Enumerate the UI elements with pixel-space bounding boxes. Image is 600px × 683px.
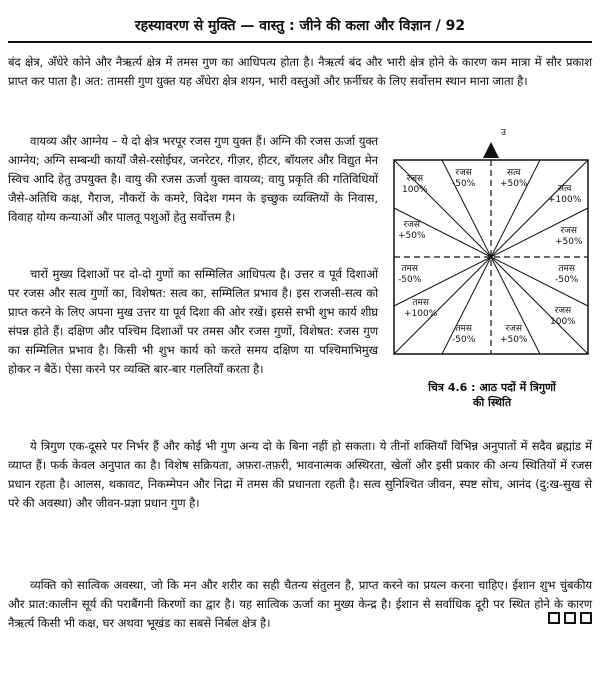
cell-left-upper: रजस +50%	[398, 220, 426, 241]
figure-caption	[392, 380, 592, 410]
cell-right-lower: तमस -50%	[555, 264, 579, 285]
caption-line-1: चित्र 4.6 : आठ पदों में त्रिगुणों	[428, 381, 556, 394]
paragraph-2: वायव्य और आग्नेय – ये दो क्षेत्र भरपूर रजस गुण युक्त हैं। अग्नि की रजस ऊर्जा युक्त आग्नेय; अग्नि सम्बन्धी कार्यों जैसे-रसोईघर, जनरेटर, गीज़र, हीटर, बॉयलर और विद्युत मेन स्विच आदि हेतु उपयुक्त है। वायु की रजस ऊर्जा युक्त वायव्य; वायु प्रकृति की गतिविधियों जैसे-अतिथि कक्ष, गैराज, नौकरों के कमरे, विदेश गमन के इच्छुक व्यक्तियों के निवास, विवाह योग्य कन्याओं और पालतू पशुओं हेतु सर्वोत्तम है।	[8, 134, 378, 224]
section-end-marks	[538, 612, 592, 626]
cell-top-mid-right: सत्व +50%	[500, 168, 528, 189]
north-label: उ	[501, 128, 506, 138]
cell-bottom-left: तमस +100%	[404, 298, 438, 319]
end-square-icon	[548, 612, 560, 624]
paragraph-5: व्यक्ति को सात्विक अवस्था, जो कि मन और शरीर का सही चैतन्य संतुलन है, प्राप्त करने का प्रयत्न करना चाहिए। ईशान शुभ चुंबकीय और प्रात:कालीन सूर्य की पराबैंगनी किरणों का द्वार है। यह सात्विक ऊर्जा का मुख्य केन्द्र है। ईशान से सर्वाधिक दूरी पर स्थित होने के कारण नैऋर्त्य किसी भी कक्ष, घर अथवा भूखंड का सबसे निर्बल क्षेत्र है।	[8, 578, 592, 630]
cell-top-mid-left: रजस -50%	[452, 168, 476, 189]
cell-bottom-mid-left: तमस -50%	[452, 324, 476, 345]
north-arrow-icon	[483, 142, 499, 158]
diagram-lines	[392, 128, 592, 378]
page-header: रहस्यावरण से मुक्ति — वास्तु : जीने की कला और विज्ञान / 92	[134, 18, 466, 34]
end-square-icon	[564, 612, 576, 624]
paragraph-3: चारों मुख्य दिशाओं पर दो-दो गुणों का सम्मिलित आधिपत्य है। उत्तर व पूर्व दिशाओं पर रजस और सत्व गुणों का, विशेषत: सत्व का, सम्मिलित प्रभाव है। इस राजसी-सत्व को प्राप्त करने के लिए अपना मुख उत्तर या पूर्व दिशा की ओर रखें। इससे सभी शुभ कार्य शीघ्र संपन्न होते हैं। दक्षिण और पश्चिम दिशाओं पर तमस और रजस गुणों, विशेषत: रजस गुण का सम्मिलित प्रभाव है। किसी भी शुभ कार्य को करते समय दक्षिण या पश्चिमाभिमुख होकर न बैठें। ऐसा करने पर व्यक्ति बार-बार गलतियाँ करता है।	[8, 267, 378, 376]
cell-right-upper: रजस +50%	[555, 226, 583, 247]
cell-top-right: सत्व +100%	[548, 184, 582, 205]
cell-bottom-mid-right: रजस +50%	[500, 324, 528, 345]
cell-top-left: रजस 100%	[402, 174, 428, 195]
header-rule	[8, 41, 592, 43]
cell-bottom-right: रजस 100%	[550, 306, 576, 327]
paragraph-1: बंद क्षेत्र, अँधेरे कोने और नैऋर्त्य क्षेत्र में तमस गुण का आधिपत्य होता है। नैऋर्त्य बंद और भारी क्षेत्र होने के कारण कम मात्रा में सौर प्रकाश प्राप्त कर पाता है। अत: तामसी गुण युक्त यह अँधेरा क्षेत्र शयन, भारी वस्तुओं और फ़र्नीचर के लिए सर्वोत्तम स्थान माना जाता है।	[8, 55, 592, 88]
paragraph-4: ये त्रिगुण एक-दूसरे पर निर्भर हैं और कोई भी गुण अन्य दो के बिना नहीं हो सकता। ये तीनों शक्तियाँ विभिन्न अनुपातों में सदैव ब्रह्मांड में व्याप्त हैं। फर्क केवल अनुपात का है। विशेष सक्रियता, अफ़रा-तफ़री, भावनात्मक अस्थिरता, खेलों और इसी प्रकार की अन्य स्थितियों में रजस प्रधान रहता है। आलस, थकावट, निकम्मेपन और निद्रा में तमस की प्रधानता रहती है। सत्व सुनिश्चित जीवन, स्पष्ट सोच, आनंद (दु:ख-सुख से परे की अवस्था) और जीवन-प्रज्ञा प्रधान गुण है।	[8, 439, 592, 510]
end-square-icon	[580, 612, 592, 624]
triguna-diagram	[392, 128, 592, 378]
caption-line-2: की स्थिति	[472, 396, 512, 409]
cell-left-lower: तमस -50%	[398, 264, 422, 285]
